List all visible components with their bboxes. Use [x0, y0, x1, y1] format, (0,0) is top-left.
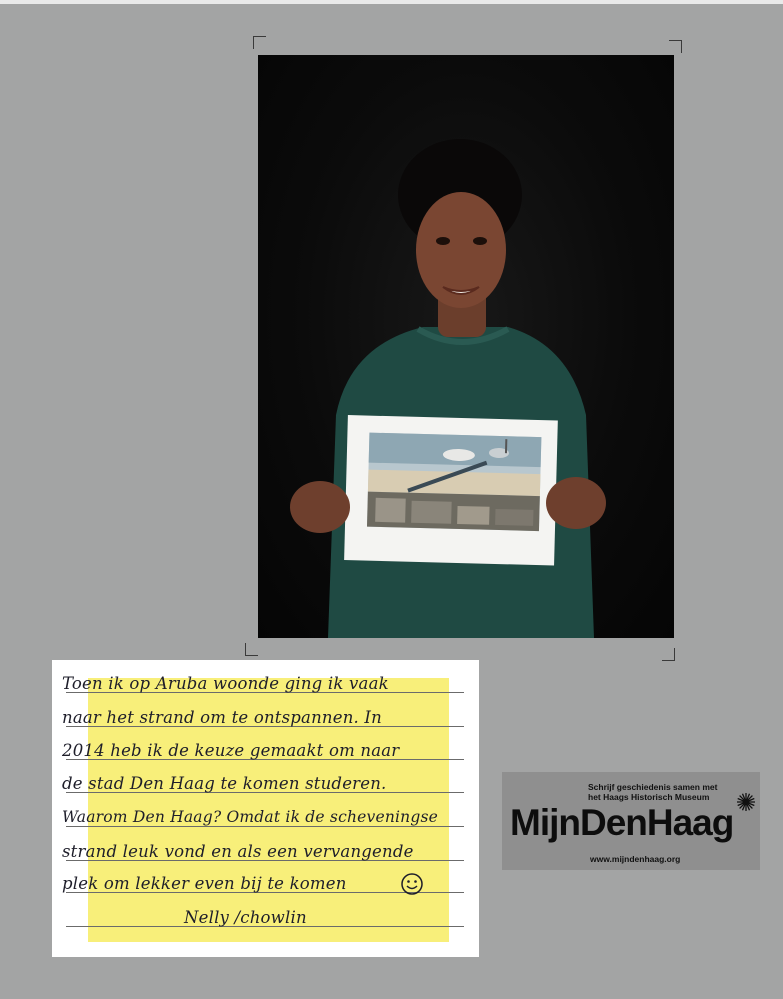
- note-line-6: strand leuk vond en als een vervangende: [62, 842, 414, 861]
- photo-corner-mark-top-left: [253, 36, 266, 49]
- logo-wordmark: MijnDenHaag: [510, 802, 734, 843]
- logo-url: www.mijndenhaag.org: [590, 854, 681, 864]
- photo-corner-mark-bottom-left: [245, 643, 258, 656]
- note-line-5: Waarom Den Haag? Omdat ik de scheveningse: [62, 808, 439, 826]
- smiley-icon: [400, 872, 424, 896]
- portrait-illustration: [258, 55, 674, 638]
- photo-corner-mark-top-right: [669, 40, 682, 53]
- sunburst-icon: [736, 792, 756, 812]
- handwritten-note-card: [52, 660, 479, 957]
- photo-corner-mark-bottom-right: [662, 648, 675, 661]
- logo-tagline-line-2: het Haags Historisch Museum: [588, 792, 710, 802]
- note-line-1: Toen ik op Aruba woonde ging ik vaak: [62, 674, 389, 693]
- left-hand: [290, 481, 350, 533]
- right-hand: [546, 477, 606, 529]
- scan-top-edge: [0, 0, 783, 4]
- note-line-7: plek om lekker even bij te komen: [62, 874, 347, 893]
- note-line-4: de stad Den Haag te komen studeren.: [62, 774, 387, 793]
- note-line-2: naar het strand om te ontspannen. In: [62, 708, 382, 727]
- logo-tagline-line-1: Schrijf geschiedenis samen met: [588, 782, 718, 792]
- logo-tagline: [588, 782, 717, 802]
- note-line-3: 2014 heb ik de keuze gemaakt om naar: [62, 741, 400, 760]
- note-signature: Nelly /chowlin: [184, 908, 307, 927]
- held-photo-print: [344, 415, 558, 565]
- mijndenhaag-logo: [502, 772, 760, 870]
- portrait-photo: [258, 55, 674, 638]
